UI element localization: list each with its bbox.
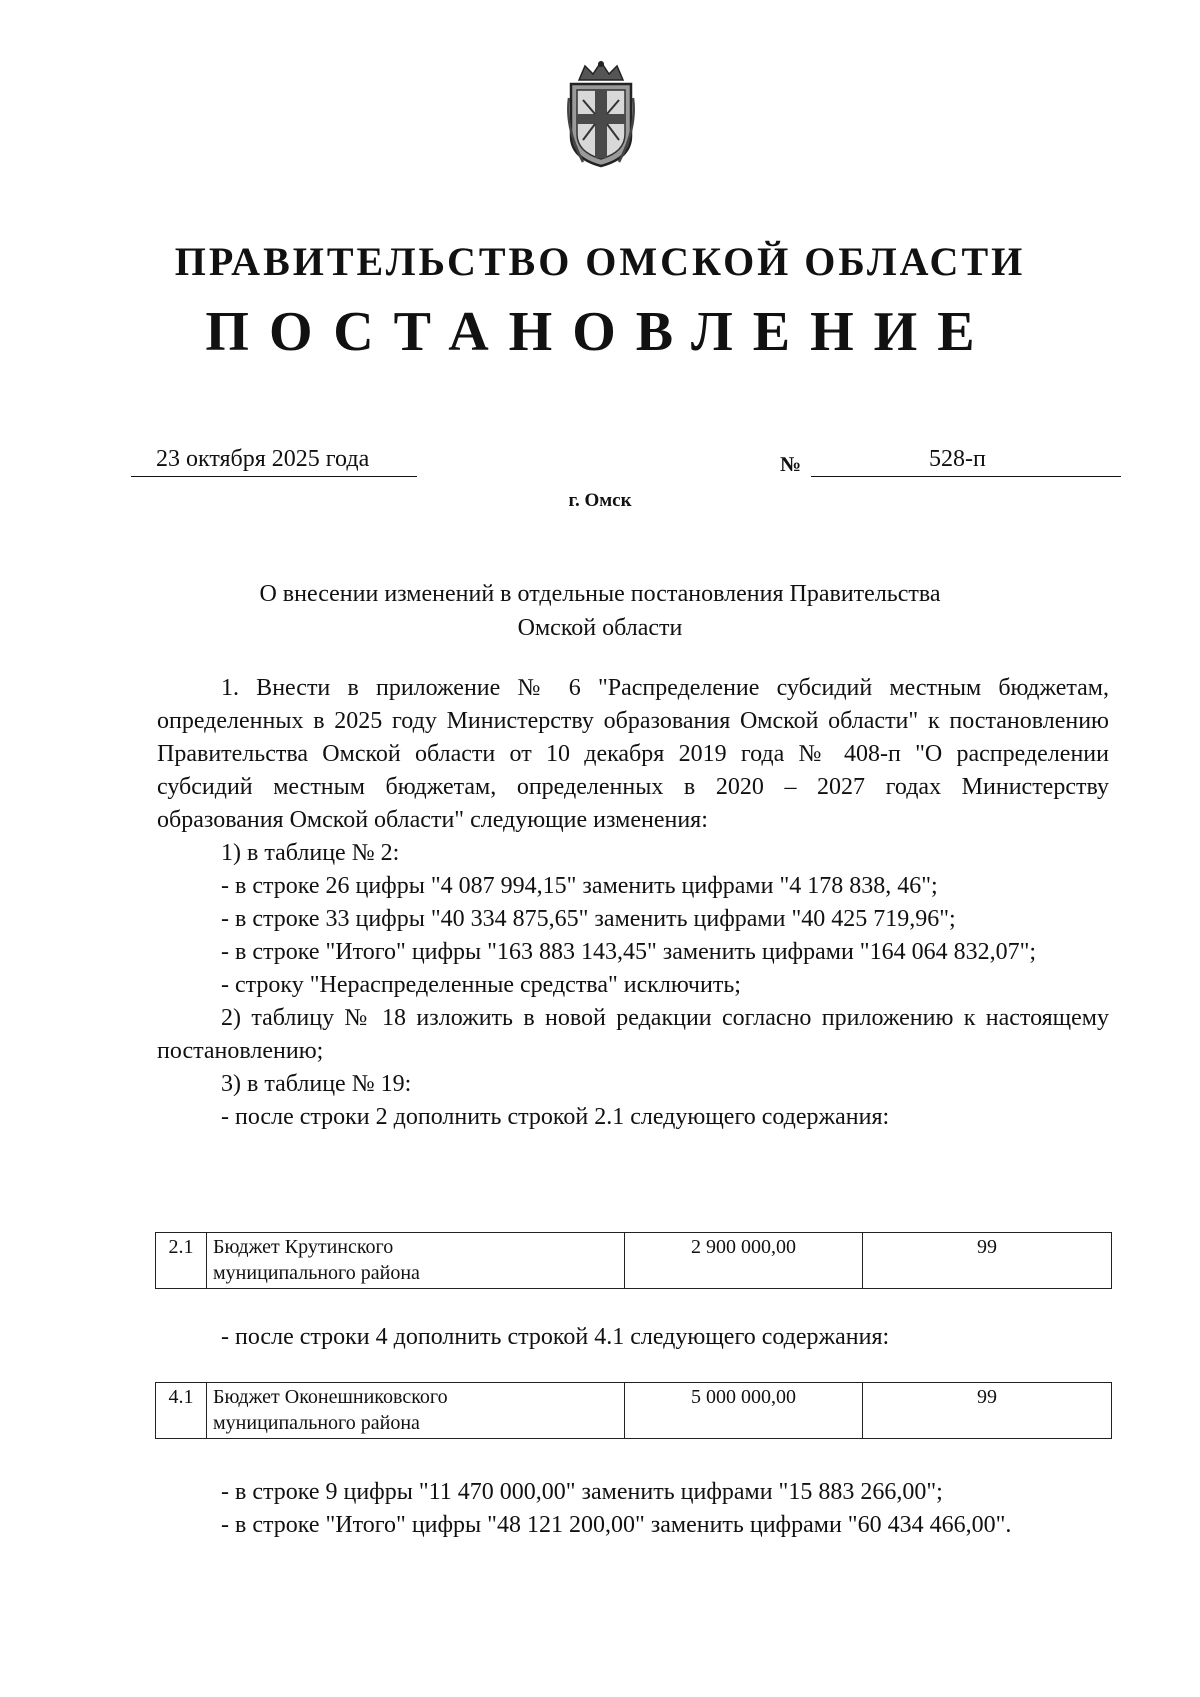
row-name-line-2: муниципального района bbox=[213, 1412, 420, 1434]
item-1c: - в строке "Итого" цифры "163 883 143,45" заменить цифрами "164 064 832,07"; bbox=[221, 939, 1037, 965]
document-subject bbox=[160, 577, 1040, 645]
table-row bbox=[156, 1233, 1112, 1289]
tail-item-2: - в строке "Итого" цифры "48 121 200,00" заменить цифрами "60 434 466,00". bbox=[221, 1512, 1012, 1538]
item-2: 2) таблицу № 18 изложить в новой редакции согласно приложению к настоящему постановлению; bbox=[157, 1005, 1109, 1064]
city-label: г. Омск bbox=[568, 490, 632, 511]
paragraph-1: 1. Внести в приложение № 6 "Распределение субсидий местным бюджетам, определенных в 2025 году Министерству образования Омской области" к постановлению Правительства Омской области от 10 декабря 2019 года № 408-п "О распределении субсидий местным бюджетам, определенных в 2020 – 2027 годах Министерству образования Омской области" следующие изменения: bbox=[157, 675, 1109, 833]
table-row bbox=[156, 1383, 1112, 1439]
row-name-line-1: Бюджет Оконешниковского bbox=[213, 1386, 448, 1408]
row-name-line-1: Бюджет Крутинского bbox=[213, 1236, 394, 1258]
note-after-row-4: - после строки 4 дополнить строкой 4.1 следующего содержания: bbox=[221, 1324, 890, 1350]
number-sign: № bbox=[780, 452, 802, 476]
document-tail bbox=[157, 1476, 1109, 1542]
item-1: 1) в таблице № 2: bbox=[221, 840, 400, 866]
coat-of-arms-emblem bbox=[565, 58, 637, 170]
row-amount: 5 000 000,00 bbox=[625, 1383, 863, 1439]
row-number: 2.1 bbox=[156, 1233, 207, 1289]
coat-of-arms-icon bbox=[565, 58, 637, 170]
row-number: 4.1 bbox=[156, 1383, 207, 1439]
row-percent: 99 bbox=[863, 1383, 1112, 1439]
subject-line-1: О внесении изменений в отдельные постановления Правительства bbox=[259, 581, 941, 607]
row-amount: 2 900 000,00 bbox=[625, 1233, 863, 1289]
item-3a: - после строки 2 дополнить строкой 2.1 следующего содержания: bbox=[221, 1104, 890, 1130]
document-type-title: ПОСТАНОВЛЕНИЕ bbox=[205, 301, 995, 363]
item-1b: - в строке 33 цифры "40 334 875,65" заменить цифрами "40 425 719,96"; bbox=[221, 906, 956, 932]
row-name bbox=[207, 1383, 625, 1439]
document-number-field bbox=[811, 446, 1121, 477]
tail-item-1: - в строке 9 цифры "11 470 000,00" заменить цифрами "15 883 266,00"; bbox=[221, 1479, 943, 1505]
row-percent: 99 bbox=[863, 1233, 1112, 1289]
document-date: 23 октября 2025 года bbox=[156, 446, 370, 472]
item-1d: - строку "Нераспределенные средства" исключить; bbox=[221, 972, 741, 998]
row-name-line-2: муниципального района bbox=[213, 1262, 420, 1284]
item-1a: - в строке 26 цифры "4 087 994,15" заменить цифрами "4 178 838, 46"; bbox=[221, 873, 938, 899]
item-3: 3) в таблице № 19: bbox=[221, 1071, 412, 1097]
government-title: ПРАВИТЕЛЬСТВО ОМСКОЙ ОБЛАСТИ bbox=[174, 239, 1026, 284]
document-body bbox=[157, 672, 1109, 1134]
document-date-field bbox=[131, 446, 417, 477]
document-number: 528-п bbox=[929, 446, 986, 472]
insert-table-row-4-1 bbox=[155, 1382, 1112, 1439]
row-name bbox=[207, 1233, 625, 1289]
insert-table-row-2-1 bbox=[155, 1232, 1112, 1289]
subject-line-2: Омской области bbox=[517, 615, 683, 641]
